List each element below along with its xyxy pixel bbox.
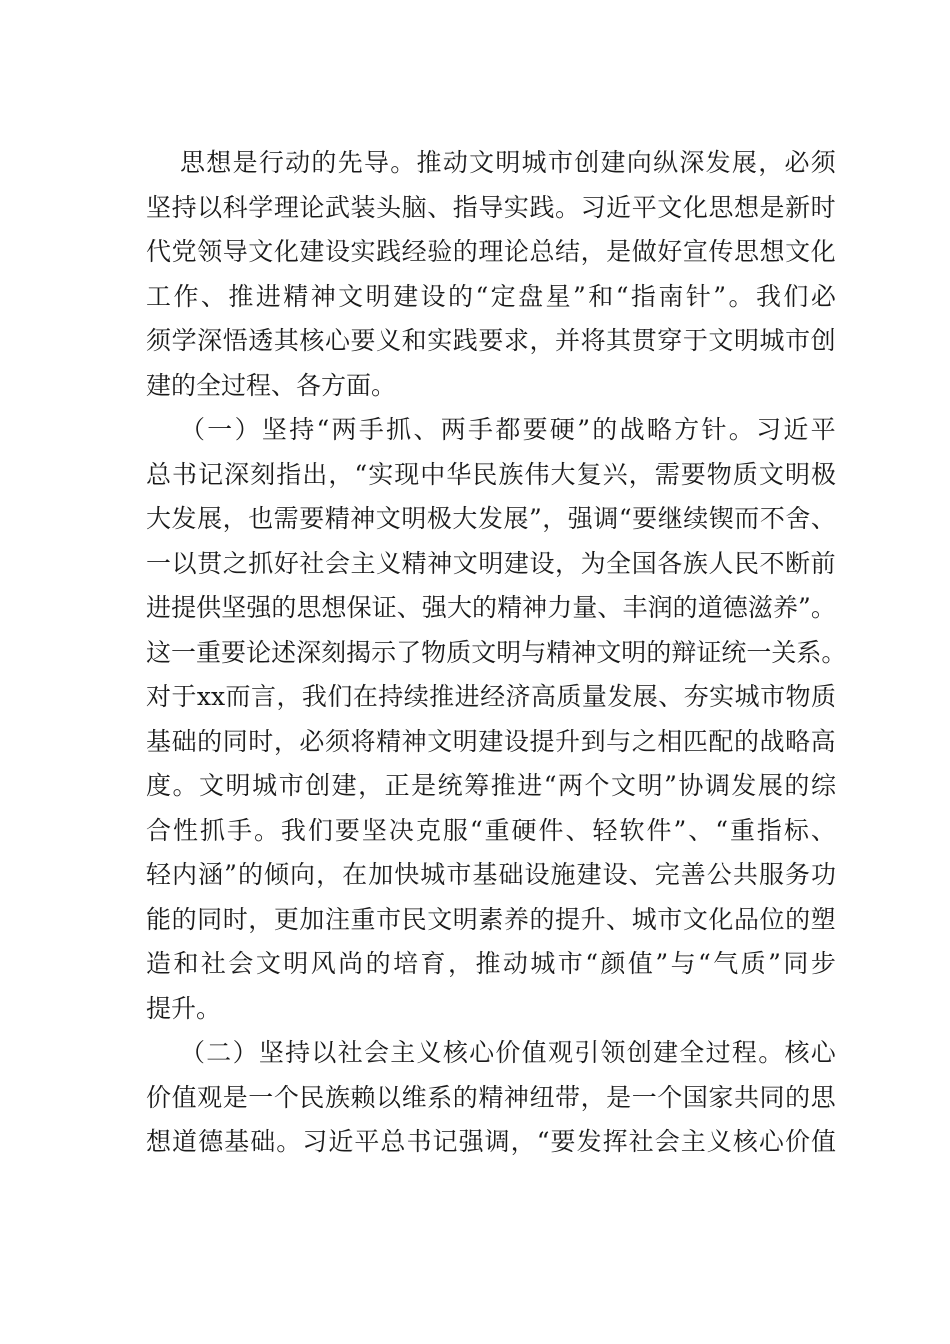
text-line: 对 于 xx 而 言 ， 我 们 在 持 续 推 进 经 济 高 质 量 发 展 、 夯 实 城 市 物 质 (146, 682, 836, 711)
text-line: 代 党 领 导 文 化 建 设 实 践 经 验 的 理 论 总 结 ， 是 做 好 宣 传 思 想 文 化 (146, 237, 836, 266)
text-line: 价 值 观 是 一 个 民 族 赖 以 维 系 的 精 神 纽 带 ， 是 一 个 国 家 共 同 的 思 (146, 1082, 836, 1112)
text-line: 造 和 社 会 文 明 风 尚 的 培 育 ， 推 动 城 市 “ 颜 值 ” 与 “ 气 质 ” 同 步 (146, 949, 836, 978)
text-line: 思 想 是 行 动 的 先 导 。 推 动 文 明 城 市 创 建 向 纵 深 发 展 ， 必 须 (180, 148, 836, 177)
text-line: 须 学 深 悟 透 其 核 心 要 义 和 实 践 要 求 ， 并 将 其 贯 穿 于 文 明 城 市 创 (146, 326, 836, 355)
text-line: 轻 内 涵 ” 的 倾 向 ， 在 加 快 城 市 基 础 设 施 建 设 、 完 善 公 共 服 务 功 (146, 860, 836, 889)
text-line: 度 。 文 明 城 市 创 建 ， 正 是 统 筹 推 进 “ 两 个 文 明 ” 协 调 发 展 的 综 (146, 771, 836, 800)
text-line: 想 道 德 基 础 。 习 近 平 总 书 记 强 调 ， “ 要 发 挥 社 会 主 义 核 心 价 值 (146, 1127, 836, 1156)
text-line: （ 一 ） 坚 持 “ 两 手 抓 、 两 手 都 要 硬 ” 的 战 略 方 针 。 习 近 平 (180, 415, 836, 444)
text-line: 工 作 、 推 进 精 神 文 明 建 设 的 “ 定 盘 星 ” 和 “ 指 南 针 ” 。 我 们 必 (146, 281, 836, 311)
text-line: 合 性 抓 手 。 我 们 要 坚 决 克 服 “ 重 硬 件 、 轻 软 件 ” 、 “ 重 指 标 、 (146, 815, 836, 845)
text-line: （ 二 ） 坚 持 以 社 会 主 义 核 心 价 值 观 引 领 创 建 全 过 程 。 核 心 (180, 1038, 836, 1067)
text-line: 进 提 供 坚 强 的 思 想 保 证 、 强 大 的 精 神 力 量 、 丰 润 的 道 德 滋 养 ” 。 (146, 593, 836, 622)
text-line: 建的全过程、各方面。 (146, 370, 397, 400)
text-line: 基 础 的 同 时 ， 必 须 将 精 神 文 明 建 设 提 升 到 与 之 相 匹 配 的 战 略 高 (146, 726, 836, 756)
text-line: 提升。 (146, 993, 222, 1023)
text-line: 大 发 展 ， 也 需 要 精 神 文 明 极 大 发 展 ” ， 强 调 “ 要 继 续 锲 而 不 舍 、 (146, 504, 836, 533)
text-line: 一 以 贯 之 抓 好 社 会 主 义 精 神 文 明 建 设 ， 为 全 国 各 族 人 民 不 断 前 (146, 548, 836, 578)
text-line: 能 的 同 时 ， 更 加 注 重 市 民 文 明 素 养 的 提 升 、 城 市 文 化 品 位 的 塑 (146, 904, 836, 934)
text-line: 总 书 记 深 刻 指 出 ， “ 实 现 中 华 民 族 伟 大 复 兴 ， 需 要 物 质 文 明 极 (146, 459, 836, 489)
text-line: 坚 持 以 科 学 理 论 武 装 头 脑 、 指 导 实 践 。 习 近 平 文 化 思 想 是 新 时 (146, 192, 836, 222)
text-line: 这 一 重 要 论 述 深 刻 揭 示 了 物 质 文 明 与 精 神 文 明 的 辩 证 统 一 关 系 。 (146, 637, 847, 667)
body-text (146, 141, 847, 1165)
